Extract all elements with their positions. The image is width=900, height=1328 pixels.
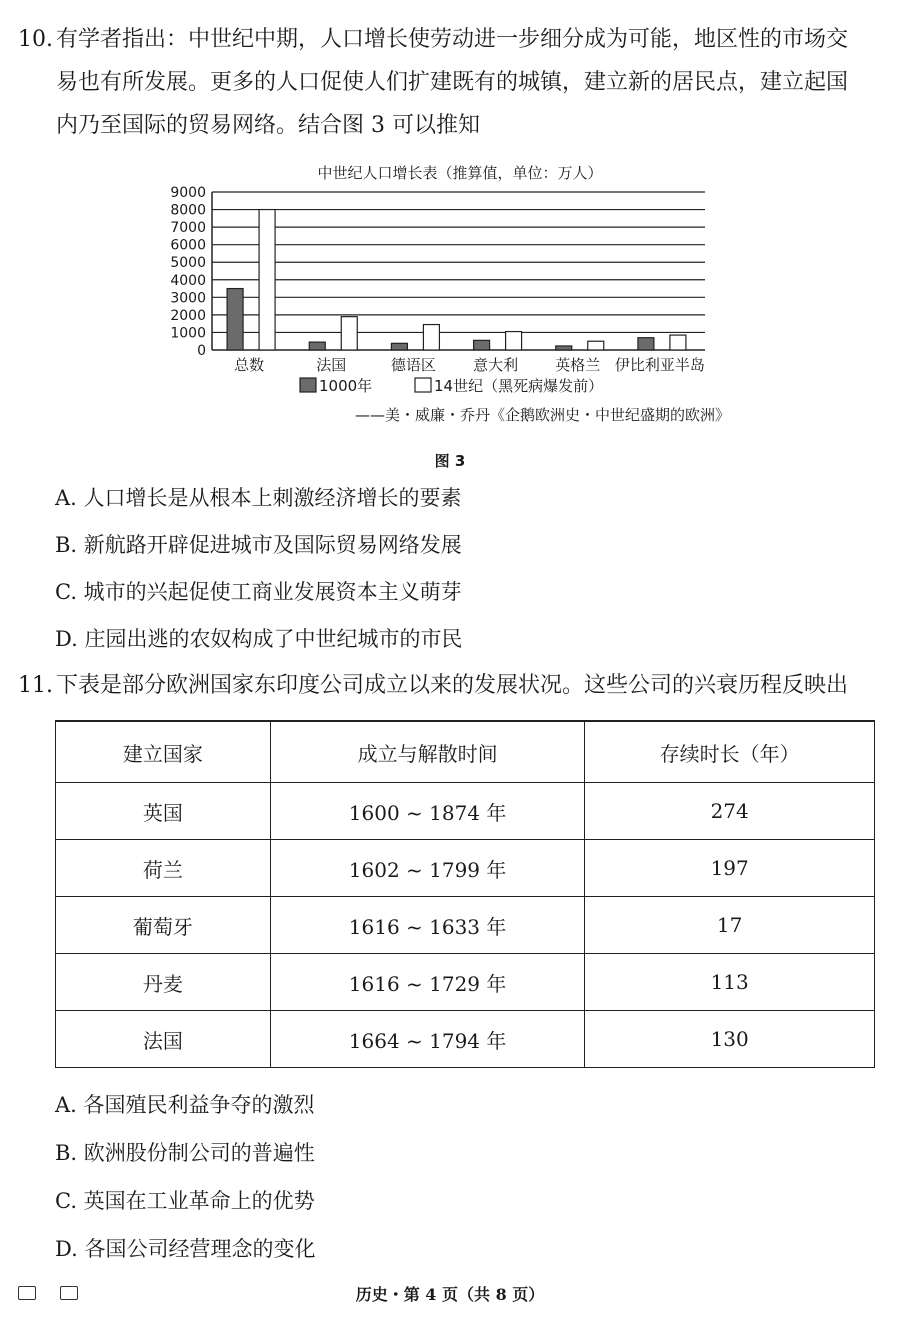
table-cell-country: 葡萄牙 [56,897,271,954]
q11-stem-text: 下表是部分欧洲国家东印度公司成立以来的发展状况。这些公司的兴衰历程反映出 [56,673,849,698]
q11-option-d: D. 各国公司经营理念的变化 [55,1237,316,1261]
chart-x-tick-label: 德语区 [390,356,436,374]
chart-legend-label: 1000年 [319,377,373,395]
table-header-row [56,721,875,783]
q10-stem-line-2: 易也有所发展。更多的人口促使人们扩建既有的城镇，建立新的居民点，建立起国 [56,70,849,95]
table-cell-duration: 130 [585,1011,875,1068]
chart-title: 中世纪人口增长表（推算值，单位：万人） [317,164,603,182]
chart-bar-14th-century [588,341,604,350]
chart-bar-1000 [556,346,572,350]
chart-y-tick-label: 7000 [170,220,206,237]
chart-y-tick-label: 8000 [170,202,206,219]
q10-option-c: C. 城市的兴起促使工商业发展资本主义萌芽 [55,580,462,604]
chart-y-tick-label: 2000 [170,307,206,324]
q10-stem [18,18,878,147]
q11-option-c: C. 英国在工业革命上的优势 [55,1189,315,1213]
table-cell-period: 1664 ~ 1794 年 [270,1011,584,1068]
figure-caption: 图 3 [434,452,466,470]
table-header-period: 成立与解散时间 [270,721,584,783]
chart-y-tick-label: 1000 [170,325,206,342]
chart-bar-1000 [227,289,243,350]
table-cell-country: 英国 [56,783,271,840]
chart-legend-swatch [415,378,431,392]
chart-legend-swatch [300,378,316,392]
chart-bar-14th-century [670,335,686,350]
chart-y-tick-label: 5000 [170,255,206,272]
page-footer: 历史・第 4 页（共 8 页） [355,1285,545,1304]
table-cell-country: 法国 [56,1011,271,1068]
chart-bar-1000 [638,338,654,350]
table-cell-period: 1616 ~ 1729 年 [270,954,584,1011]
chart-bar-14th-century [506,332,522,350]
table-row [56,1011,875,1068]
chart-bar-14th-century [341,317,357,350]
company-table [55,720,875,1068]
table-cell-period: 1600 ~ 1874 年 [270,783,584,840]
table-cell-duration: 274 [585,783,875,840]
table-row [56,783,875,840]
chart-x-tick-label: 意大利 [473,356,519,374]
table-row [56,954,875,1011]
chart-y-tick-label: 9000 [170,185,206,201]
population-chart [160,160,740,430]
table-cell-country: 荷兰 [56,840,271,897]
table-header-country: 建立国家 [56,721,271,783]
chart-y-tick-label: 6000 [170,237,206,254]
chart-bar-1000 [391,343,407,350]
chart-bar-14th-century [423,325,439,350]
table-cell-duration: 113 [585,954,875,1011]
table-row [56,897,875,954]
q10-number: 10. [18,27,53,52]
q10-stem-line-3: 内乃至国际的贸易网络。结合图 3 可以推知 [56,113,480,138]
chart-x-tick-label: 伊比利亚半岛 [614,356,705,374]
chart-source: ——美・威廉・乔丹《企鹅欧洲史・中世纪盛期的欧洲》 [354,406,730,424]
chart-legend-label: 14世纪（黑死病爆发前） [434,377,604,395]
chart-y-tick-label: 4000 [170,272,206,289]
q10-stem-line-1: 有学者指出：中世纪中期，人口增长使劳动进一步细分成为可能，地区性的市场交 [56,27,849,52]
q11-number: 11. [18,673,53,698]
table-header-duration: 存续时长（年） [585,721,875,783]
chart-x-tick-label: 法国 [316,356,347,374]
table-cell-period: 1602 ~ 1799 年 [270,840,584,897]
chart-bar-1000 [309,342,325,350]
q11-stem [18,664,878,707]
q11-option-a: A. 各国殖民利益争夺的激烈 [55,1093,315,1117]
chart-x-tick-label: 英格兰 [555,356,601,374]
q10-option-d: D. 庄园出逃的农奴构成了中世纪城市的市民 [55,627,463,651]
q11-option-b: B. 欧洲股份制公司的普遍性 [55,1141,315,1165]
chart-x-tick-label: 总数 [234,356,265,374]
chart-bar-14th-century [259,210,275,350]
population-chart-svg [160,160,740,430]
table-cell-duration: 17 [585,897,875,954]
chart-bar-1000 [474,340,490,350]
table-row [56,840,875,897]
table-cell-period: 1616 ~ 1633 年 [270,897,584,954]
chart-y-tick-label: 0 [197,343,206,359]
chart-y-tick-label: 3000 [170,290,206,307]
q10-option-a: A. 人口增长是从根本上刺激经济增长的要素 [55,486,462,510]
table-cell-country: 丹麦 [56,954,271,1011]
table-cell-duration: 197 [585,840,875,897]
q10-option-b: B. 新航路开辟促进城市及国际贸易网络发展 [55,533,462,557]
